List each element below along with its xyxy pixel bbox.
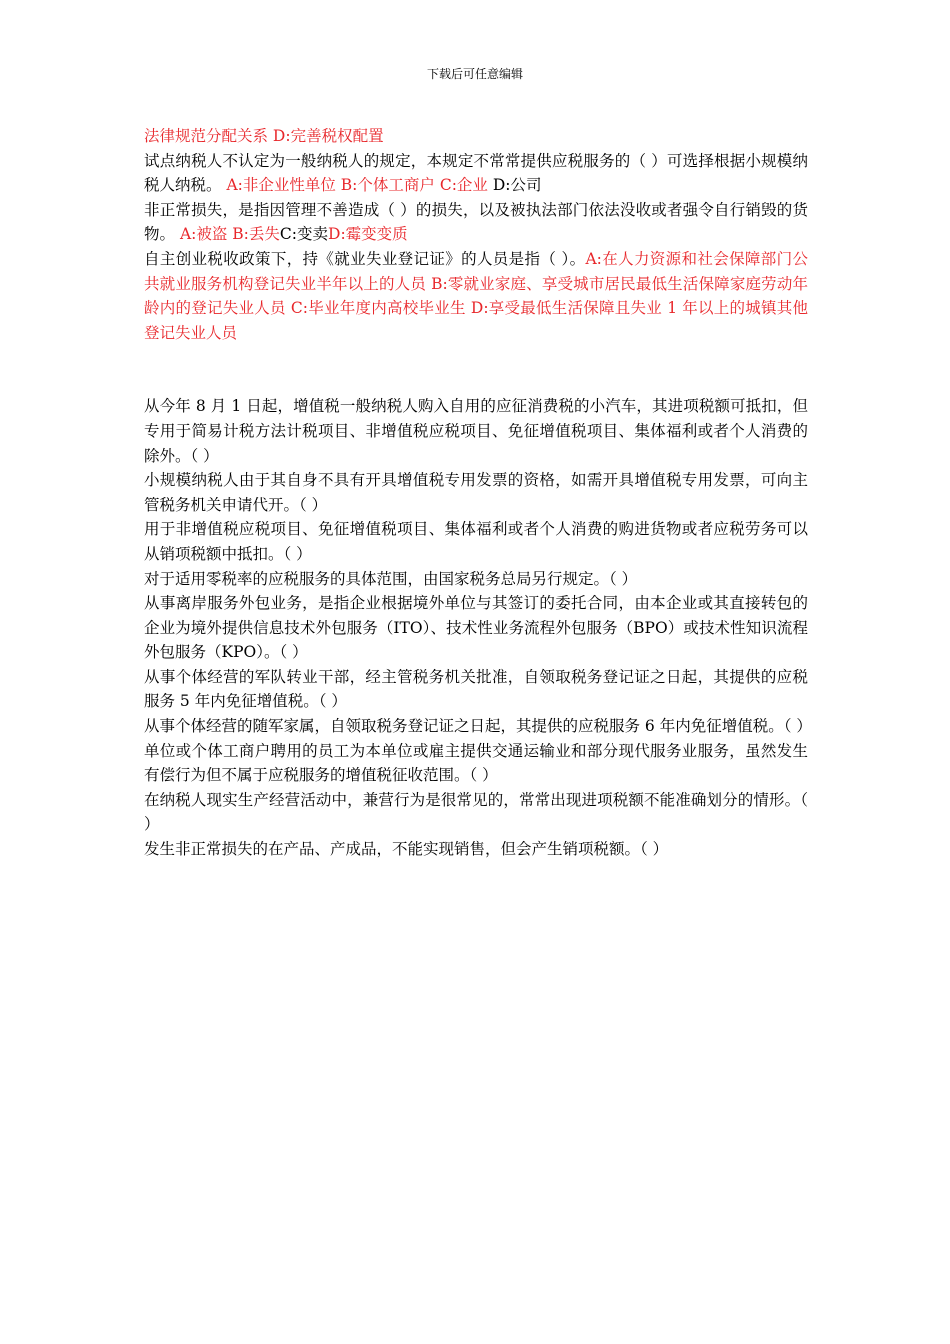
page-header: 下载后可任意编辑 — [426, 67, 523, 81]
true-false-item: 对于适用零税率的应税服务的具体范围，由国家税务总局另行规定。（ ） — [144, 569, 638, 588]
true-false-item: 小规模纳税人由于其自身不具有开具增值税专用发票的资格，如需开具增值税专用发票，可向主管税务机关申请代开。（ ） — [144, 471, 808, 514]
true-false-item: 单位或个体工商户聘用的员工为本单位或雇主提供交通运输业和部分现代服务业服务，虽然发生有偿行为但不属于应税服务的增值税征收范围。（ ） — [144, 741, 808, 785]
true-false-item: 从事个体经营的随军家属，自领取税务登记证之日起，其提供的应税服务 6 年内免征增值税。（ ） — [144, 717, 812, 736]
true-false-item: 从今年 8 月 1 日起，增值税一般纳税人购入自用的应征消费税的小汽车，其进项税额可抵扣，但专用于简易计税方法计税项目、非增值税应税项目、免征增值税项目、集体福利或者个人消费的除外。（ ） — [144, 397, 808, 465]
true-false-item: 发生非正常损失的在产品、产成品，不能实现销售，但会产生销项税额。（ ） — [144, 840, 669, 859]
answer-options-red: A:在人力资源和社会保障部门公共就业服务机构登记失业半年以上的人员 B:零就业家庭、享受城市居民最低生活保障家庭劳动年龄内的登记失业人员 C:毕业年度内高校毕业生 D:享受最低生活保障且失业 1 年以上的城镇其他登记失业人员 — [144, 249, 808, 342]
question-text: 非正常损失，是指因管理不善造成（ ）的损失，以及被执法部门依法没收或者强令自行销毁的货物。 — [144, 200, 808, 244]
answer-fragment — [144, 124, 808, 149]
true-false-item: 从事离岸服务外包业务，是指企业根据境外单位与其签订的委托合同，由本企业或其直接转包的企业为境外提供信息技术外包服务（ITO）、技术性业务流程外包服务（BPO）或技术性知识流程外包服务（KPO）。（ ） — [144, 594, 808, 662]
true-false-item: 用于非增值税应税项目、免征增值税项目、集体福利或者个人消费的购进货物或者应税劳务可以从销项税额中抵扣。（ ） — [144, 520, 808, 563]
document-body — [144, 124, 812, 862]
section-gap — [144, 345, 808, 394]
answer-options-red: A:非企业性单位 B:个体工商户 C:企业 — [226, 176, 488, 195]
question-2 — [144, 198, 808, 247]
true-false-item: 在纳税人现实生产经营活动中，兼营行为是很常见的，常常出现进项税额不能准确划分的情形。（ ） — [144, 790, 808, 834]
true-false-item: 从事个体经营的军队转业干部，经主管税务机关批准，自领取税务登记证之日起，其提供的应税服务 5 年内免征增值税。（ ） — [144, 667, 808, 711]
answer-options-red: 法律规范分配关系 D:完善税权配置 — [144, 127, 384, 145]
answer-option-black: D:公司 — [492, 176, 542, 195]
answer-options-red: A:被盗 B:丢失 — [179, 225, 280, 244]
question-text: 试点纳税人不认定为一般纳税人的规定，本规定不常常提供应税服务的（ ）可选择根据小规模纳税人纳税。 — [144, 151, 808, 195]
answer-option-black: C:变卖 — [279, 225, 329, 244]
answer-option-red: D:霉变变质 — [328, 225, 408, 244]
question-text: 自主创业税收政策下，持《就业失业登记证》的人员是指（ ）。 — [144, 249, 586, 268]
question-3 — [144, 247, 808, 345]
question-1 — [144, 149, 808, 198]
